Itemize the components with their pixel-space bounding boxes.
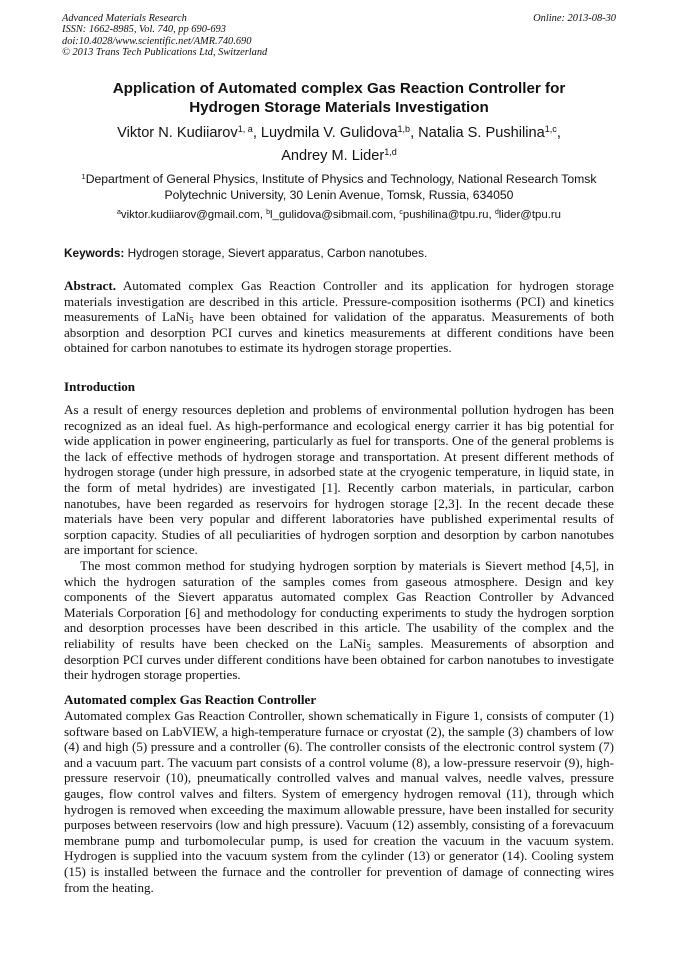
intro-p2-before: The most common method for studying hydrogen sorption by materials is Sievert method [4,5], in which the hydrogen saturation of the samples comes from gaseous atmosphere. Design and key components of the Sievert apparatus automated complex Gas Reaction Controller by Advanced Materials Corporation [6] and methodology for conducting experiments to study the hydrogen sorption and desorption processes have been described in this article. The usability of the complex and the reliability of results have been checked on the LaNi [64,557,614,651]
intro-p2-subscript: 5 [366,642,371,653]
abstract-subscript: 5 [188,315,194,326]
affiliation-text: Department of General Physics, Institute of Physics and Technology, National Research Tomsk Polytechnic University, 30 Lenin Avenue, Tomsk, Russia, 634050 [85,172,597,202]
author-name: Andrey M. Lider [281,148,385,164]
author-affil-sup: 1,c [544,124,557,135]
introduction-paragraph-1: As a result of energy resources depletion and problems of environmental pollution hydrogen has been recognized as an ideal fuel. As high-performance and ecological energy carrier it has big potential for wide application in power engineering, particularly as fuel for transports. One of the general problems is the lack of effective methods of hydrogen storage and transportation. At present different methods of hydrogen storage (under high pressure, in adsorbed state at the cryogenic temperature, in liquid state, in the form of metal hydrides) are investigated [1]. Recently carbon materials, in particular, carbon nanotubes, have been regarded as reservoirs for hydrogen storage [2,3]. In the recent decade these materials have been very popular and different laboratories have published experimental results of sorption capacity. Studies of all peculiarities of hydrogen sorption and desorption by carbon nanotubes are important for science. [64,402,614,558]
author-separator: , [252,125,261,141]
doi-line: doi:10.4028/www.scientific.net/AMR.740.690 [62,35,252,47]
online-date: Online: 2013-08-30 [533,13,616,24]
email-sup: c [399,209,403,217]
email-link[interactable]: pushilina@tpu.ru [402,209,489,221]
abstract-block [64,278,614,356]
title-line-2: Hydrogen Storage Materials Investigation [189,98,489,116]
email-separator: , [259,209,267,221]
author-affil-sup: 1,d [384,147,397,158]
agrc-paragraph-1: Automated complex Gas Reaction Controller, shown schematically in Figure 1, consists of computer (1) software based on LabVIEW, a high-temperature furnace or cryostat (2), the sample (3) chambers of low (4) and high (5) pressure and a controller (6). The controller consists of the electronic control system (7) and a vacuum part. The vacuum part consists of a control volume (8), a low-pressure reservoir (9), high-pressure reservoir (10), pneumatically controlled valves and manual valves, needle valves, pressure gauges, flow control valves and filters. System of emergency hydrogen removal (11), through which hydrogen is removed when exceeding the maximum allowable pressure, have been installed for security purposes between reservoirs (low and high pressure). Vacuum (12) assembly, consisting of a forevacuum membrane pump and turbomolecular pump, is used for creation the vacuum in the vacuum system. Hydrogen is supplied into the vacuum system from the cylinder (13) or generator (14). Cooling system (15) is installed between the furnace and the controller for prevention of damage of connecting wires from the heating. [64,708,614,895]
author-affil-sup: 1,b [397,124,411,135]
author-list [62,122,616,168]
abstract-label: Abstract. [64,278,116,293]
author-name: Viktor N. Kudiiarov [117,125,238,141]
paper-title [62,80,616,117]
email-sup: d [494,209,499,217]
keywords-label: Keywords: [64,246,125,260]
intro-p2-after: samples. Measurements of absorption and desorption PCI curves under different conditions have been obtained for carbon nanotubes to investigate their hydrogen storage properties. [64,635,614,683]
email-link[interactable]: lider@tpu.ru [498,209,561,221]
introduction-body [64,402,614,683]
author-name: Luydmila V. Gulidova [260,125,398,141]
email-separator: , [488,209,495,221]
introduction-heading: Introduction [64,379,136,394]
email-link[interactable]: l_gulidova@sibmail.com [269,209,393,221]
introduction-paragraph-2 [64,558,614,683]
affiliation-sup: 1 [81,171,86,181]
journal-name: Advanced Materials Research [62,13,187,24]
author-separator: , [556,125,561,141]
agrc-section-body [64,708,614,895]
email-separator: , [392,209,400,221]
email-link[interactable]: viktor.kudiiarov@gmail.com [120,209,260,221]
abstract-text-before: Automated complex Gas Reaction Controller and its application for hydrogen storage materials investigation are described in this article. Pressure-composition isotherms (PCI) and kinetics measurements of LaNi [64,278,614,325]
author-affil-sup: 1, a [237,124,253,135]
author-separator: , [410,125,419,141]
author-emails [62,208,616,222]
agrc-section-heading: Automated complex Gas Reaction Controller [64,692,317,707]
abstract-text-after: have been obtained for validation of the apparatus. Measurements of both absorption and desorption PCI curves and kinetics measurements at different conditions have been obtained for carbon nanotubes to estimate its hydrogen storage properties. [64,309,614,356]
email-sup: a [116,209,121,217]
keywords-text: Hydrogen storage, Sievert apparatus, Carbon nanotubes. [127,246,428,260]
author-name: Natalia S. Pushilina [418,125,545,141]
issn-line: ISSN: 1662-8985, Vol. 740, pp 690-693 [62,24,226,36]
journal-header [62,13,616,59]
copyright-line: © 2013 Trans Tech Publications Ltd, Switzerland [62,47,268,59]
affiliation [62,172,616,203]
title-line-1: Application of Automated complex Gas Reaction Controller for [112,80,566,97]
email-sup: b [266,209,270,217]
keywords-line [64,246,616,260]
